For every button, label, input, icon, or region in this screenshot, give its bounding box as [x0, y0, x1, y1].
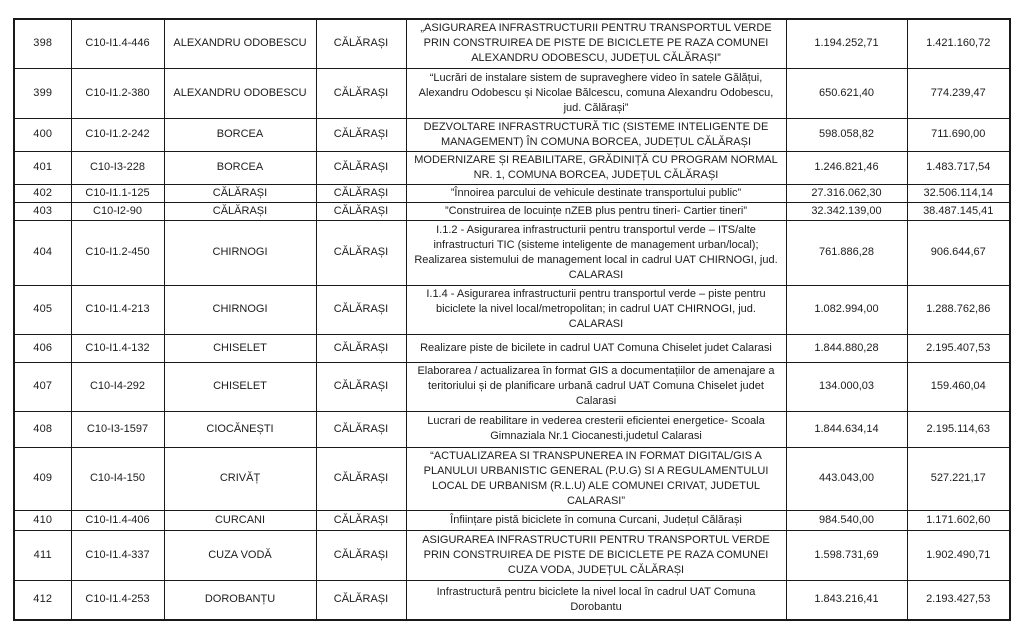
- row-number-cell: 405: [14, 285, 71, 334]
- amount-first-cell: 1.843.216,41: [786, 580, 907, 620]
- amount-second-cell: 527.221,17: [907, 447, 1010, 510]
- amount-second-cell: 2.193.427,53: [907, 580, 1010, 620]
- document-page: [13, 18, 1011, 621]
- amount-second-cell: 1.421.160,72: [907, 19, 1010, 68]
- locality-cell: CHISELET: [164, 362, 316, 411]
- amount-first-cell: 1.246.821,46: [786, 151, 907, 184]
- county-cell: CĂLĂRAȘI: [316, 19, 406, 68]
- locality-cell: CHISELET: [164, 334, 316, 362]
- table-row: [14, 580, 1010, 620]
- row-number-cell: 403: [14, 202, 71, 220]
- table-row: [14, 362, 1010, 411]
- amount-second-cell: 38.487.145,41: [907, 202, 1010, 220]
- county-cell: CĂLĂRAȘI: [316, 510, 406, 530]
- county-cell: CĂLĂRAȘI: [316, 151, 406, 184]
- project-code-cell: C10-I1.2-242: [71, 118, 164, 151]
- row-number-cell: 412: [14, 580, 71, 620]
- row-number-cell: 399: [14, 68, 71, 118]
- row-number-cell: 407: [14, 362, 71, 411]
- amount-first-cell: 1.844.880,28: [786, 334, 907, 362]
- amount-first-cell: 761.886,28: [786, 220, 907, 285]
- county-cell: CĂLĂRAȘI: [316, 411, 406, 447]
- amount-second-cell: 1.171.602,60: [907, 510, 1010, 530]
- county-cell: CĂLĂRAȘI: [316, 334, 406, 362]
- project-code-cell: C10-I1.2-450: [71, 220, 164, 285]
- project-code-cell: C10-I3-228: [71, 151, 164, 184]
- table-row: [14, 151, 1010, 184]
- amount-first-cell: 650.621,40: [786, 68, 907, 118]
- project-title-cell: I.1.4 - Asigurarea infrastructurii pentru transportul verde – piste pentru biciclete la nivel local/metropolitan; in cadrul UAT CHIRNOGI, jud. CALARASI: [406, 285, 786, 334]
- project-code-cell: C10-I1.4-132: [71, 334, 164, 362]
- amount-second-cell: 1.483.717,54: [907, 151, 1010, 184]
- county-cell: CĂLĂRAȘI: [316, 285, 406, 334]
- project-code-cell: C10-I1.4-337: [71, 530, 164, 580]
- locality-cell: BORCEA: [164, 118, 316, 151]
- row-number-cell: 402: [14, 184, 71, 202]
- table-row: [14, 530, 1010, 580]
- table-row: [14, 447, 1010, 510]
- county-cell: CĂLĂRAȘI: [316, 118, 406, 151]
- amount-first-cell: 27.316.062,30: [786, 184, 907, 202]
- row-number-cell: 404: [14, 220, 71, 285]
- amount-first-cell: 1.194.252,71: [786, 19, 907, 68]
- amount-second-cell: 32.506.114,14: [907, 184, 1010, 202]
- project-title-cell: Lucrari de reabilitare in vederea cresterii eficientei energetice- Scoala Gimnaziala Nr.1 Ciocanesti,judetul Calarasi: [406, 411, 786, 447]
- project-code-cell: C10-I2-90: [71, 202, 164, 220]
- county-cell: CĂLĂRAȘI: [316, 447, 406, 510]
- row-number-cell: 398: [14, 19, 71, 68]
- locality-cell: CRIVĂȚ: [164, 447, 316, 510]
- project-code-cell: C10-I1.4-253: [71, 580, 164, 620]
- county-cell: CĂLĂRAȘI: [316, 68, 406, 118]
- locality-cell: CURCANI: [164, 510, 316, 530]
- table-row: [14, 19, 1010, 68]
- amount-second-cell: 1.288.762,86: [907, 285, 1010, 334]
- project-code-cell: C10-I4-150: [71, 447, 164, 510]
- table-row: [14, 68, 1010, 118]
- amount-first-cell: 598.058,82: [786, 118, 907, 151]
- project-code-cell: C10-I1.1-125: [71, 184, 164, 202]
- county-cell: CĂLĂRAȘI: [316, 580, 406, 620]
- project-code-cell: C10-I1.4-406: [71, 510, 164, 530]
- project-title-cell: „ASIGURAREA INFRASTRUCTURII PENTRU TRANSPORTUL VERDE PRIN CONSTRUIREA DE PISTE DE BICICLETE PE RAZA COMUNEI ALEXANDRU ODOBESCU, JUDEȚUL CĂLĂRAȘI”: [406, 19, 786, 68]
- project-code-cell: C10-I1.4-213: [71, 285, 164, 334]
- table-row: [14, 510, 1010, 530]
- project-title-cell: “ACTUALIZAREA SI TRANSPUNEREA IN FORMAT DIGITAL/GIS A PLANULUI URBANISTIC GENERAL (P.U.G) SI A REGULAMENTULUI LOCAL DE URBANISM (R.L.U) ALE COMUNEI CRIVAT, JUDETUL CALARASI”: [406, 447, 786, 510]
- locality-cell: CĂLĂRAȘI: [164, 184, 316, 202]
- row-number-cell: 409: [14, 447, 71, 510]
- county-cell: CĂLĂRAȘI: [316, 220, 406, 285]
- row-number-cell: 406: [14, 334, 71, 362]
- project-title-cell: ASIGURAREA INFRASTRUCTURII PENTRU TRANSPORTUL VERDE PRIN CONSTRUIREA DE PISTE DE BICICLETE PE RAZA COMUNEI CUZA VODA, JUDEȚUL CĂLĂRAȘI: [406, 530, 786, 580]
- project-title-cell: DEZVOLTARE INFRASTRUCTURĂ TIC (SISTEME INTELIGENTE DE MANAGEMENT) ÎN COMUNA BORCEA, JUDEȚUL CĂLĂRAȘI: [406, 118, 786, 151]
- amount-first-cell: 1.082.994,00: [786, 285, 907, 334]
- table-row: [14, 184, 1010, 202]
- row-number-cell: 408: [14, 411, 71, 447]
- project-title-cell: ”Înnoirea parcului de vehicule destinate transportului public”: [406, 184, 786, 202]
- project-title-cell: Înființare pistă biciclete în comuna Curcani, Județul Călărași: [406, 510, 786, 530]
- locality-cell: BORCEA: [164, 151, 316, 184]
- amount-second-cell: 2.195.114,63: [907, 411, 1010, 447]
- project-title-cell: ”Construirea de locuințe nZEB plus pentru tineri- Cartier tineri”: [406, 202, 786, 220]
- project-title-cell: I.1.2 - Asigurarea infrastructurii pentru transportul verde – ITS/alte infrastructuri TIC (sisteme inteligente de management urban/local); Realizarea sistemului de management local in cadrul UAT CHIRNOGI, jud. CALARASI: [406, 220, 786, 285]
- county-cell: CĂLĂRAȘI: [316, 184, 406, 202]
- table-row: [14, 220, 1010, 285]
- amount-first-cell: 1.598.731,69: [786, 530, 907, 580]
- project-title-cell: MODERNIZARE ȘI REABILITARE, GRĂDINIȚĂ CU PROGRAM NORMAL NR. 1, COMUNA BORCEA, JUDEȚUL CĂLĂRAȘI: [406, 151, 786, 184]
- locality-cell: ALEXANDRU ODOBESCU: [164, 68, 316, 118]
- locality-cell: DOROBANȚU: [164, 580, 316, 620]
- county-cell: CĂLĂRAȘI: [316, 202, 406, 220]
- row-number-cell: 410: [14, 510, 71, 530]
- project-title-cell: “Lucrări de instalare sistem de supraveghere video în satele Gălățui, Alexandru Odobescu și Nicolae Bălcescu, comuna Alexandru Odobescu, jud. Călărași”: [406, 68, 786, 118]
- funding-projects-table: [13, 18, 1011, 621]
- amount-second-cell: 906.644,67: [907, 220, 1010, 285]
- row-number-cell: 401: [14, 151, 71, 184]
- table-row: [14, 334, 1010, 362]
- locality-cell: CĂLĂRAȘI: [164, 202, 316, 220]
- amount-first-cell: 443.043,00: [786, 447, 907, 510]
- amount-second-cell: 1.902.490,71: [907, 530, 1010, 580]
- amount-first-cell: 984.540,00: [786, 510, 907, 530]
- project-title-cell: Realizare piste de bicilete in cadrul UAT Comuna Chiselet judet Calarasi: [406, 334, 786, 362]
- project-code-cell: C10-I3-1597: [71, 411, 164, 447]
- table-row: [14, 118, 1010, 151]
- locality-cell: ALEXANDRU ODOBESCU: [164, 19, 316, 68]
- table-body: [14, 19, 1010, 620]
- table-row: [14, 411, 1010, 447]
- amount-first-cell: 32.342.139,00: [786, 202, 907, 220]
- project-code-cell: C10-I4-292: [71, 362, 164, 411]
- project-code-cell: C10-I1.2-380: [71, 68, 164, 118]
- table-row: [14, 285, 1010, 334]
- row-number-cell: 400: [14, 118, 71, 151]
- amount-second-cell: 711.690,00: [907, 118, 1010, 151]
- amount-first-cell: 134.000,03: [786, 362, 907, 411]
- county-cell: CĂLĂRAȘI: [316, 362, 406, 411]
- locality-cell: CUZA VODĂ: [164, 530, 316, 580]
- project-title-cell: Elaborarea / actualizarea în format GIS a documentațiilor de amenajare a teritoriului și de planificare urbană cadrul UAT Comuna Chiselet judet Calarasi: [406, 362, 786, 411]
- row-number-cell: 411: [14, 530, 71, 580]
- amount-second-cell: 2.195.407,53: [907, 334, 1010, 362]
- table-row: [14, 202, 1010, 220]
- amount-second-cell: 774.239,47: [907, 68, 1010, 118]
- county-cell: CĂLĂRAȘI: [316, 530, 406, 580]
- amount-first-cell: 1.844.634,14: [786, 411, 907, 447]
- amount-second-cell: 159.460,04: [907, 362, 1010, 411]
- project-title-cell: Infrastructură pentru biciclete la nivel local în cadrul UAT Comuna Dorobantu: [406, 580, 786, 620]
- project-code-cell: C10-I1.4-446: [71, 19, 164, 68]
- locality-cell: CHIRNOGI: [164, 285, 316, 334]
- locality-cell: CHIRNOGI: [164, 220, 316, 285]
- locality-cell: CIOCĂNEȘTI: [164, 411, 316, 447]
